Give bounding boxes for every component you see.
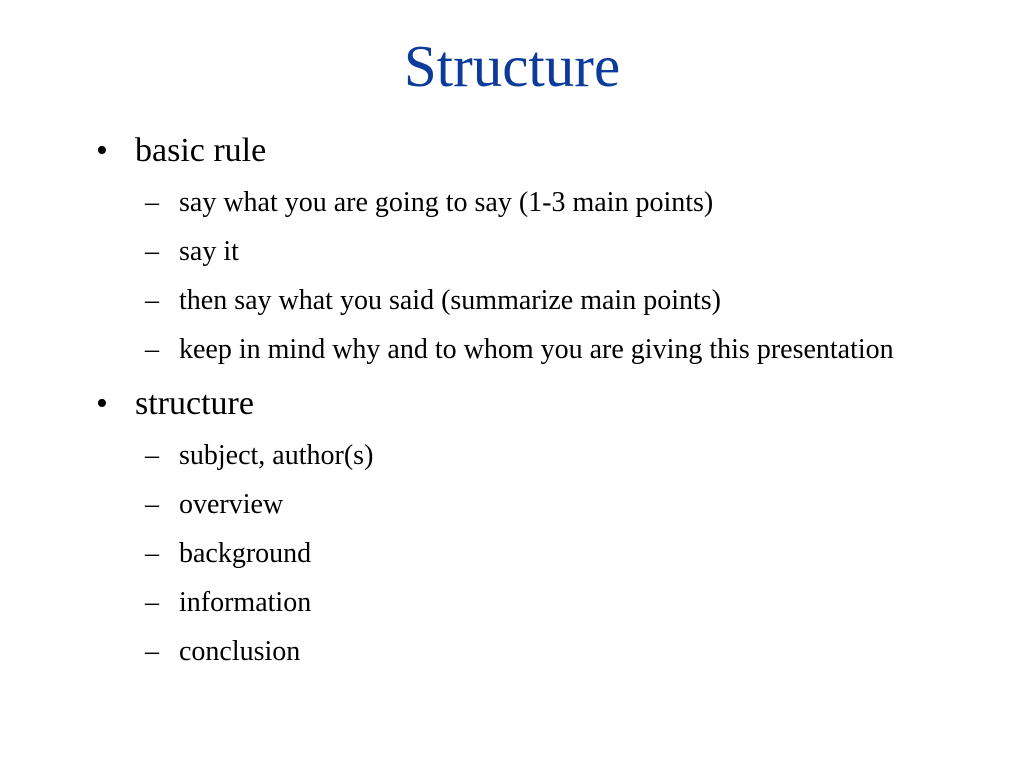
dash-icon: –: [145, 334, 159, 365]
slide-title: Structure: [403, 33, 621, 99]
sub-item-text: information: [179, 587, 312, 618]
sub-item-text: subject, author(s): [179, 440, 374, 471]
sub-item-text: then say what you said (summarize main points): [179, 285, 721, 316]
sub-item: [135, 632, 936, 671]
dash-icon: –: [145, 489, 159, 520]
sub-item: [135, 330, 936, 369]
sub-item-text: background: [179, 538, 312, 569]
sub-item-text: overview: [179, 489, 284, 520]
sub-item: [135, 183, 936, 222]
dash-icon: –: [145, 285, 159, 316]
sub-item: [135, 583, 936, 622]
sub-item-text: say it: [179, 236, 239, 267]
sub-item: [135, 232, 936, 271]
slide-content: [96, 126, 936, 671]
sub-item: [135, 281, 936, 320]
sub-item: [135, 485, 936, 524]
sub-item-text: keep in mind why and to whom you are giving this presentation: [179, 334, 894, 365]
bullet-structure: [96, 379, 936, 671]
dash-icon: –: [145, 440, 159, 471]
dash-icon: –: [145, 187, 159, 218]
sub-list-structure: [135, 436, 936, 671]
dash-icon: –: [145, 236, 159, 267]
dash-icon: –: [145, 538, 159, 569]
dash-icon: –: [145, 636, 159, 667]
sub-item: [135, 534, 936, 573]
dash-icon: –: [145, 587, 159, 618]
bullet-icon: •: [96, 385, 108, 422]
bullet-heading: structure: [135, 385, 254, 422]
bullet-heading: basic rule: [135, 132, 267, 169]
sub-item-text: conclusion: [179, 636, 301, 667]
sub-item-text: say what you are going to say (1-3 main points): [179, 187, 714, 218]
sub-list-basic-rule: [135, 183, 936, 369]
bullet-list: [96, 126, 936, 671]
bullet-icon: •: [96, 132, 108, 169]
bullet-basic-rule: [96, 126, 936, 369]
sub-item: [135, 436, 936, 475]
